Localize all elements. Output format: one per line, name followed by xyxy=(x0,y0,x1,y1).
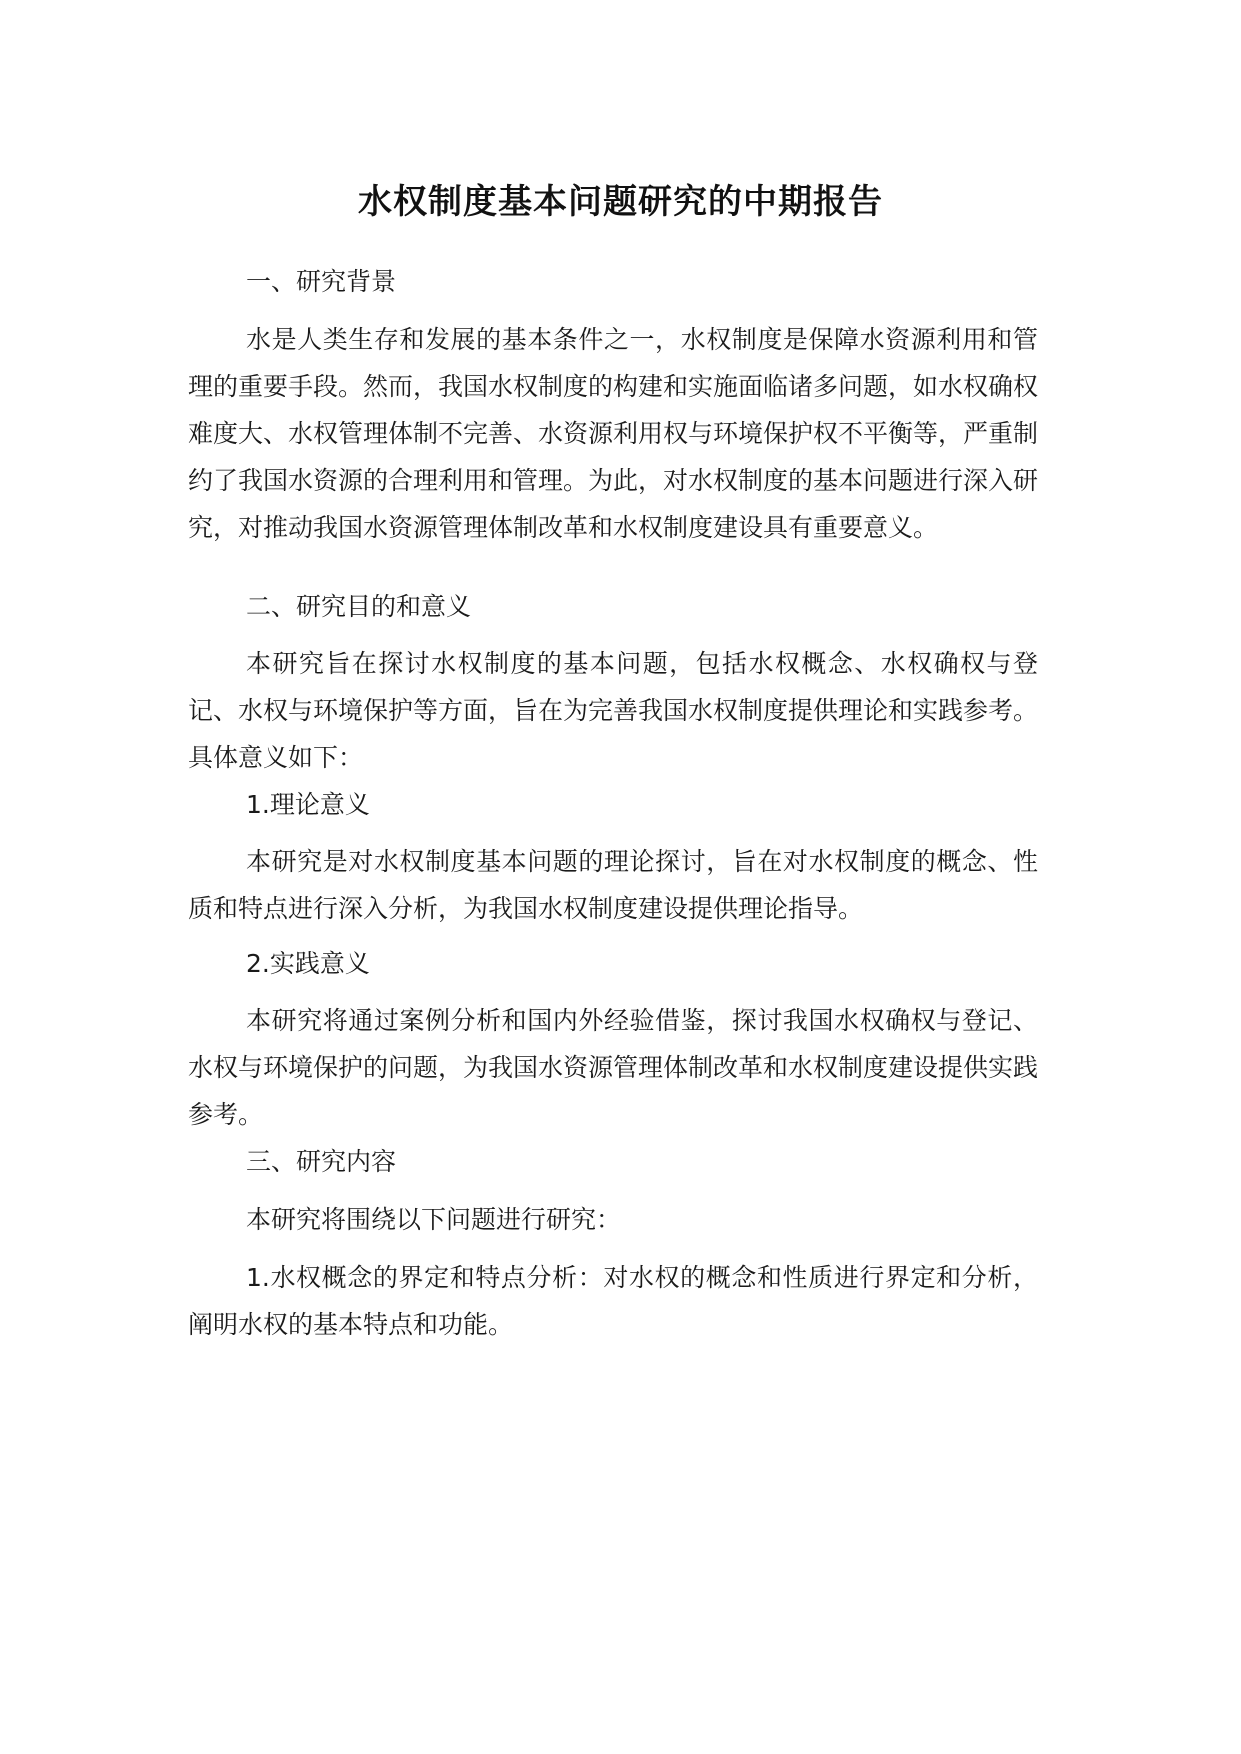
section-heading-content: 三、研究内容 xyxy=(246,1147,397,1176)
paragraph-theoretical: 本研究是对水权制度基本问题的理论探讨，旨在对水权制度的概念、性质和特点进行深入分析，为我国水权制度建设提供理论指导。 xyxy=(188,847,1038,923)
paragraph-purpose: 本研究旨在探讨水权制度的基本问题，包括水权概念、水权确权与登记、水权与环境保护等方面，旨在为完善我国水权制度提供理论和实践参考。具体意义如下： xyxy=(188,649,1039,772)
section-heading-background: 一、研究背景 xyxy=(246,267,397,296)
section-heading-purpose: 二、研究目的和意义 xyxy=(246,592,472,621)
subheading-theoretical: 1.理论意义 xyxy=(246,790,370,819)
paragraph-background: 水是人类生存和发展的基本条件之一，水权制度是保障水资源利用和管理的重要手段。然而，我国水权制度的构建和实施面临诸多问题，如水权确权难度大、水权管理体制不完善、水资源利用权与环境保护权不平衡等，严重制约了我国水资源的合理利用和管理。为此，对水权制度的基本问题进行深入研究，对推动我国水资源管理体制改革和水权制度建设具有重要意义。 xyxy=(188,325,1039,542)
document-title: 水权制度基本问题研究的中期报告 xyxy=(358,182,883,222)
paragraph-practical: 本研究将通过案例分析和国内外经验借鉴，探讨我国水权确权与登记、水权与环境保护的问题，为我国水资源管理体制改革和水权制度建设提供实践参考。 xyxy=(188,1006,1039,1129)
subheading-practical: 2.实践意义 xyxy=(246,949,370,978)
content-intro-line: 本研究将围绕以下问题进行研究： xyxy=(246,1205,622,1234)
paragraph-content-item-1: 1.水权概念的界定和特点分析：对水权的概念和性质进行界定和分析，阐明水权的基本特点和功能。 xyxy=(188,1263,1038,1339)
